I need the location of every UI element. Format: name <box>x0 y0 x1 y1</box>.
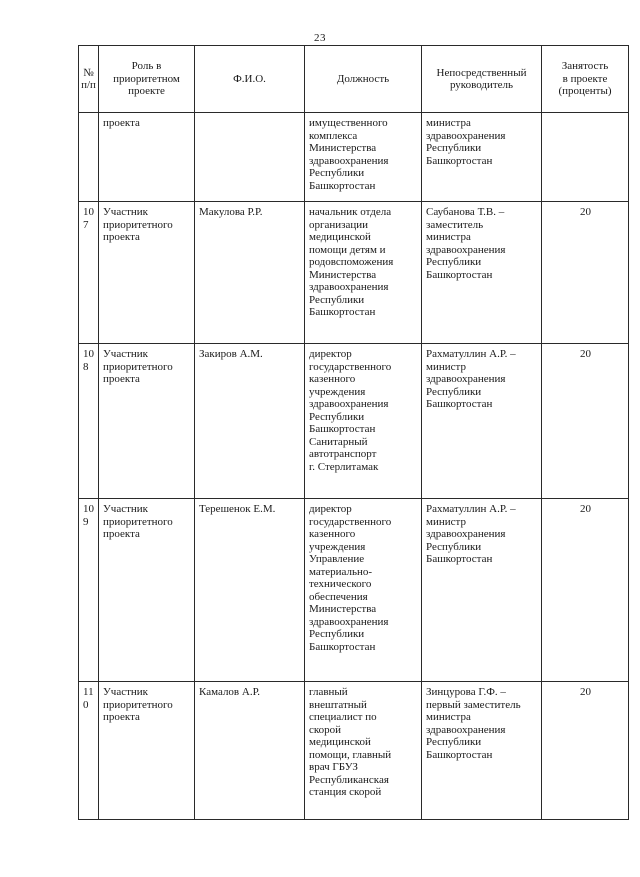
header-position: Должность <box>305 46 422 113</box>
table-row <box>79 113 629 202</box>
row-role: Участник приоритетного проекта <box>99 344 195 499</box>
row-num: 108 <box>79 344 99 499</box>
table-row <box>79 344 629 499</box>
row-fio: Закиров А.М. <box>195 344 305 499</box>
row-num: 109 <box>79 499 99 682</box>
row-position: директор государственного казенного учреждения здравоохранения Республики Башкортостан Санитарный автотранспорт г. Стерлитамак <box>305 344 422 499</box>
row-fio: Макулова Р.Р. <box>195 202 305 344</box>
row-position: начальник отдела организации медицинской помощи детям и родовспоможения Министерства здравоохранения Республики Башкортостан <box>305 202 422 344</box>
row-role: Участник приоритетного проекта <box>99 499 195 682</box>
row-load <box>542 113 629 202</box>
table-row <box>79 202 629 344</box>
row-load: 20 <box>542 202 629 344</box>
row-num <box>79 113 99 202</box>
row-fio: Терешенок Е.М. <box>195 499 305 682</box>
table-row <box>79 682 629 820</box>
table-header-row <box>79 46 629 113</box>
header-load: Занятость в проекте (проценты) <box>542 46 629 113</box>
row-load: 20 <box>542 499 629 682</box>
row-manager: Рахматуллин А.Р. – министр здравоохранения Республики Башкортостан <box>422 344 542 499</box>
staff-table <box>78 45 629 820</box>
table-row <box>79 499 629 682</box>
row-num: 107 <box>79 202 99 344</box>
row-position: главный внештатный специалист по скорой медицинской помощи, главный врач ГБУЗ Республиканская станция скорой <box>305 682 422 820</box>
page-number: 23 <box>314 32 326 44</box>
row-manager: министра здравоохранения Республики Башкортостан <box>422 113 542 202</box>
header-manager: Непосредственный руководитель <box>422 46 542 113</box>
header-role: Роль в приоритетном проекте <box>99 46 195 113</box>
header-fio: Ф.И.О. <box>195 46 305 113</box>
row-fio <box>195 113 305 202</box>
row-num: 110 <box>79 682 99 820</box>
row-manager: Саубанова Т.В. – заместитель министра здравоохранения Республики Башкортостан <box>422 202 542 344</box>
row-fio: Камалов А.Р. <box>195 682 305 820</box>
row-role: Участник приоритетного проекта <box>99 202 195 344</box>
row-position: имущественного комплекса Министерства здравоохранения Республики Башкортостан <box>305 113 422 202</box>
row-load: 20 <box>542 682 629 820</box>
row-manager: Рахматуллин А.Р. – министр здравоохранения Республики Башкортостан <box>422 499 542 682</box>
row-role: Участник приоритетного проекта <box>99 682 195 820</box>
row-load: 20 <box>542 344 629 499</box>
row-role: проекта <box>99 113 195 202</box>
row-manager: Зинцурова Г.Ф. – первый заместитель министра здравоохранения Республики Башкортостан <box>422 682 542 820</box>
header-num: № п/п <box>79 46 99 113</box>
row-position: директор государственного казенного учреждения Управление материально- технического обеспечения Министерства здравоохранения Республики Башкортостан <box>305 499 422 682</box>
